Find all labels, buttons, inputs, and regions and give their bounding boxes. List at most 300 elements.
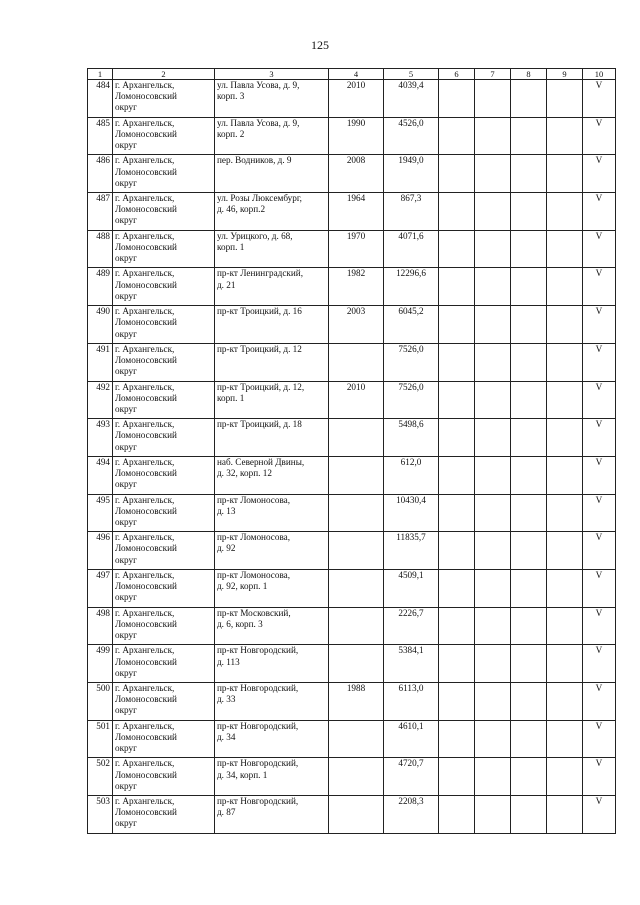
col6-cell	[439, 607, 475, 645]
area-cell: 5498,6	[384, 419, 439, 457]
mark-cell: V	[583, 607, 616, 645]
col9-cell	[547, 419, 583, 457]
year-cell: 2010	[329, 80, 384, 118]
address-line-2: д. 13	[217, 505, 236, 516]
location-okrug: округ	[115, 743, 137, 754]
col6-cell	[439, 645, 475, 683]
location-cell	[113, 645, 215, 683]
location-city: г. Архангельск,	[115, 193, 175, 204]
area-cell: 4071,6	[384, 230, 439, 268]
col9-cell	[547, 683, 583, 721]
col8-cell	[511, 456, 547, 494]
location-city: г. Архангельск,	[115, 80, 175, 90]
col6-cell	[439, 532, 475, 570]
area-cell: 2208,3	[384, 796, 439, 834]
col7-cell	[475, 758, 511, 796]
location-okrug: округ	[115, 554, 137, 565]
address-line-2: д. 34	[217, 731, 236, 742]
row-number-cell: 487	[88, 193, 113, 231]
location-city: г. Архангельск,	[115, 494, 175, 505]
mark-cell: V	[583, 80, 616, 118]
col6-cell	[439, 796, 475, 834]
col6-cell	[439, 117, 475, 155]
row-number-cell: 495	[88, 494, 113, 532]
location-cell	[113, 80, 215, 118]
location-cell	[113, 268, 215, 306]
col8-cell	[511, 230, 547, 268]
address-cell	[215, 569, 329, 607]
location-okrug: округ	[115, 780, 137, 791]
address-cell	[215, 381, 329, 419]
address-line-2: д. 21	[217, 279, 236, 290]
address-cell	[215, 193, 329, 231]
col6-cell	[439, 720, 475, 758]
col7-cell	[475, 419, 511, 457]
location-cell	[113, 569, 215, 607]
col6-cell	[439, 306, 475, 344]
location-okrug: округ	[115, 667, 137, 678]
location-city: г. Архангельск,	[115, 645, 175, 656]
col7-cell	[475, 117, 511, 155]
location-city: г. Архангельск,	[115, 720, 175, 731]
location-city: г. Архангельск,	[115, 796, 175, 807]
location-district: Ломоносовский	[115, 618, 177, 629]
address-line-1: пр-кт Троицкий, д. 12,	[217, 381, 305, 392]
row-number-cell: 488	[88, 230, 113, 268]
location-cell	[113, 306, 215, 344]
address-line-2: д. 46, корп.2	[217, 204, 266, 215]
col6-cell	[439, 193, 475, 231]
col7-cell	[475, 230, 511, 268]
area-cell: 12296,6	[384, 268, 439, 306]
location-cell	[113, 683, 215, 721]
col6-cell	[439, 381, 475, 419]
address-line-1: пр-кт Московский,	[217, 607, 291, 618]
area-cell: 4720,7	[384, 758, 439, 796]
location-okrug: округ	[115, 177, 137, 188]
location-okrug: округ	[115, 366, 137, 377]
row-number-cell: 497	[88, 569, 113, 607]
location-okrug: округ	[115, 290, 137, 301]
table-row	[88, 381, 616, 419]
col6-cell	[439, 569, 475, 607]
mark-cell: V	[583, 683, 616, 721]
year-cell: 2008	[329, 155, 384, 193]
location-district: Ломоносовский	[115, 392, 177, 403]
col9-cell	[547, 758, 583, 796]
address-line-1: ул. Урицкого, д. 68,	[217, 230, 293, 241]
year-cell: 2003	[329, 306, 384, 344]
location-city: г. Архангельск,	[115, 532, 175, 543]
area-cell: 6045,2	[384, 306, 439, 344]
location-city: г. Архангельск,	[115, 456, 175, 467]
location-district: Ломоносовский	[115, 128, 177, 139]
location-district: Ломоносовский	[115, 581, 177, 592]
table-row	[88, 230, 616, 268]
year-cell: 1982	[329, 268, 384, 306]
address-line-2: д. 113	[217, 656, 240, 667]
table-row	[88, 607, 616, 645]
row-number-cell: 503	[88, 796, 113, 834]
col9-cell	[547, 456, 583, 494]
address-line-2: д. 34, корп. 1	[217, 769, 268, 780]
col9-cell	[547, 230, 583, 268]
area-cell: 2226,7	[384, 607, 439, 645]
location-city: г. Архангельск,	[115, 381, 175, 392]
location-district: Ломоносовский	[115, 807, 177, 818]
mark-cell: V	[583, 268, 616, 306]
location-district: Ломоносовский	[115, 769, 177, 780]
col9-cell	[547, 268, 583, 306]
col7-cell	[475, 268, 511, 306]
address-line-1: пр-кт Ленинградский,	[217, 268, 304, 279]
address-line-1: ул. Павла Усова, д. 9,	[217, 80, 300, 90]
location-city: г. Архангельск,	[115, 117, 175, 128]
address-line-1: ул. Павла Усова, д. 9,	[217, 117, 300, 128]
mark-cell: V	[583, 569, 616, 607]
year-cell	[329, 645, 384, 683]
address-cell	[215, 230, 329, 268]
year-cell	[329, 569, 384, 607]
column-header: 9	[547, 69, 583, 80]
mark-cell: V	[583, 230, 616, 268]
location-cell	[113, 758, 215, 796]
col9-cell	[547, 569, 583, 607]
table-row	[88, 720, 616, 758]
table-row	[88, 419, 616, 457]
row-number-cell: 500	[88, 683, 113, 721]
address-line-1: пр-кт Новгородский,	[217, 683, 299, 693]
col9-cell	[547, 796, 583, 834]
area-cell: 10430,4	[384, 494, 439, 532]
col7-cell	[475, 796, 511, 834]
table-row	[88, 645, 616, 683]
row-number-cell: 502	[88, 758, 113, 796]
address-line-2: д. 92	[217, 543, 236, 554]
year-cell: 1988	[329, 683, 384, 721]
col9-cell	[547, 720, 583, 758]
col9-cell	[547, 381, 583, 419]
address-line-2: д. 6, корп. 3	[217, 618, 263, 629]
address-cell	[215, 494, 329, 532]
table-row	[88, 758, 616, 796]
year-cell	[329, 758, 384, 796]
address-cell	[215, 306, 329, 344]
location-district: Ломоносовский	[115, 430, 177, 441]
mark-cell: V	[583, 343, 616, 381]
col7-cell	[475, 80, 511, 118]
col7-cell	[475, 645, 511, 683]
address-line-1: пр-кт Новгородский,	[217, 758, 299, 769]
location-district: Ломоносовский	[115, 731, 177, 742]
col7-cell	[475, 607, 511, 645]
location-okrug: округ	[115, 705, 137, 716]
table-row	[88, 683, 616, 721]
col9-cell	[547, 645, 583, 683]
col7-cell	[475, 343, 511, 381]
address-line-1: пр-кт Ломоносова,	[217, 494, 291, 505]
location-cell	[113, 193, 215, 231]
location-district: Ломоносовский	[115, 543, 177, 554]
address-cell	[215, 456, 329, 494]
mark-cell: V	[583, 193, 616, 231]
table-row	[88, 532, 616, 570]
col8-cell	[511, 683, 547, 721]
location-district: Ломоносовский	[115, 505, 177, 516]
table-body	[88, 80, 616, 834]
col7-cell	[475, 494, 511, 532]
year-cell	[329, 343, 384, 381]
col8-cell	[511, 569, 547, 607]
location-city: г. Архангельск,	[115, 155, 175, 166]
row-number-cell: 491	[88, 343, 113, 381]
location-cell	[113, 381, 215, 419]
col9-cell	[547, 117, 583, 155]
year-cell: 1964	[329, 193, 384, 231]
table-row	[88, 494, 616, 532]
header-row	[88, 69, 616, 80]
mark-cell: V	[583, 306, 616, 344]
location-cell	[113, 419, 215, 457]
address-line-2: д. 87	[217, 807, 236, 818]
col8-cell	[511, 494, 547, 532]
table-row	[88, 155, 616, 193]
location-city: г. Архангельск,	[115, 419, 175, 430]
address-cell	[215, 645, 329, 683]
location-city: г. Архангельск,	[115, 683, 175, 693]
col8-cell	[511, 155, 547, 193]
address-line-1: пр-кт Новгородский,	[217, 796, 299, 807]
column-header: 5	[384, 69, 439, 80]
col8-cell	[511, 381, 547, 419]
mark-cell: V	[583, 532, 616, 570]
location-district: Ломоносовский	[115, 355, 177, 366]
address-cell	[215, 758, 329, 796]
mark-cell: V	[583, 117, 616, 155]
location-okrug: округ	[115, 403, 137, 414]
mark-cell: V	[583, 758, 616, 796]
address-line-1: ул. Розы Люксембург,	[217, 193, 302, 204]
mark-cell: V	[583, 494, 616, 532]
location-okrug: округ	[115, 516, 137, 527]
location-city: г. Архангельск,	[115, 343, 175, 354]
mark-cell: V	[583, 419, 616, 457]
address-cell	[215, 268, 329, 306]
row-number-cell: 489	[88, 268, 113, 306]
col7-cell	[475, 683, 511, 721]
location-okrug: округ	[115, 479, 137, 490]
column-header: 2	[113, 69, 215, 80]
location-city: г. Архангельск,	[115, 306, 175, 317]
col8-cell	[511, 117, 547, 155]
address-line-2: корп. 1	[217, 392, 245, 403]
address-cell	[215, 155, 329, 193]
col7-cell	[475, 193, 511, 231]
row-number-cell: 492	[88, 381, 113, 419]
location-city: г. Архангельск,	[115, 230, 175, 241]
table-row	[88, 569, 616, 607]
location-city: г. Архангельск,	[115, 758, 175, 769]
register-table	[87, 68, 616, 834]
column-header: 8	[511, 69, 547, 80]
location-okrug: округ	[115, 215, 137, 226]
year-cell	[329, 419, 384, 457]
location-city: г. Архангельск,	[115, 607, 175, 618]
row-number-cell: 484	[88, 80, 113, 118]
area-cell: 7526,0	[384, 343, 439, 381]
area-cell: 4610,1	[384, 720, 439, 758]
location-district: Ломоносовский	[115, 694, 177, 705]
year-cell	[329, 607, 384, 645]
table-row	[88, 117, 616, 155]
col8-cell	[511, 796, 547, 834]
area-cell: 867,3	[384, 193, 439, 231]
mark-cell: V	[583, 720, 616, 758]
location-okrug: округ	[115, 818, 137, 829]
address-line-2: д. 32, корп. 12	[217, 468, 272, 479]
year-cell: 1990	[329, 117, 384, 155]
address-line-2: д. 33	[217, 694, 236, 705]
col7-cell	[475, 532, 511, 570]
table-row	[88, 80, 616, 118]
location-city: г. Архангельск,	[115, 569, 175, 580]
location-district: Ломоносовский	[115, 204, 177, 215]
address-cell	[215, 532, 329, 570]
col7-cell	[475, 569, 511, 607]
location-okrug: округ	[115, 441, 137, 452]
year-cell: 1970	[329, 230, 384, 268]
col9-cell	[547, 80, 583, 118]
column-header: 6	[439, 69, 475, 80]
col6-cell	[439, 758, 475, 796]
table-row	[88, 268, 616, 306]
col9-cell	[547, 193, 583, 231]
row-number-cell: 498	[88, 607, 113, 645]
page-number: 125	[311, 38, 329, 52]
col9-cell	[547, 155, 583, 193]
address-line-1: пер. Водников, д. 9	[217, 155, 292, 166]
address-cell	[215, 607, 329, 645]
row-number-cell: 499	[88, 645, 113, 683]
address-cell	[215, 720, 329, 758]
col8-cell	[511, 80, 547, 118]
address-cell	[215, 343, 329, 381]
location-okrug: округ	[115, 253, 137, 264]
location-okrug: округ	[115, 140, 137, 151]
col7-cell	[475, 381, 511, 419]
col6-cell	[439, 268, 475, 306]
row-number-cell: 485	[88, 117, 113, 155]
year-cell	[329, 532, 384, 570]
address-cell	[215, 683, 329, 721]
address-cell	[215, 419, 329, 457]
column-header: 1	[88, 69, 113, 80]
address-line-2: корп. 3	[217, 91, 245, 102]
area-cell: 4509,1	[384, 569, 439, 607]
address-line-2: д. 92, корп. 1	[217, 581, 268, 592]
mark-cell: V	[583, 645, 616, 683]
col8-cell	[511, 343, 547, 381]
area-cell: 1949,0	[384, 155, 439, 193]
col6-cell	[439, 343, 475, 381]
col7-cell	[475, 456, 511, 494]
col6-cell	[439, 230, 475, 268]
col6-cell	[439, 683, 475, 721]
area-cell: 4526,0	[384, 117, 439, 155]
col6-cell	[439, 80, 475, 118]
address-line-1: наб. Северной Двины,	[217, 456, 305, 467]
column-header: 10	[583, 69, 616, 80]
row-number-cell: 493	[88, 419, 113, 457]
col8-cell	[511, 268, 547, 306]
location-cell	[113, 155, 215, 193]
col8-cell	[511, 758, 547, 796]
col9-cell	[547, 494, 583, 532]
area-cell: 7526,0	[384, 381, 439, 419]
address-line-1: пр-кт Троицкий, д. 12	[217, 343, 302, 354]
col9-cell	[547, 607, 583, 645]
table-row	[88, 456, 616, 494]
col7-cell	[475, 720, 511, 758]
location-district: Ломоносовский	[115, 166, 177, 177]
location-cell	[113, 494, 215, 532]
table-row	[88, 193, 616, 231]
address-line-1: пр-кт Троицкий, д. 16	[217, 306, 302, 317]
row-number-cell: 494	[88, 456, 113, 494]
year-cell	[329, 456, 384, 494]
col9-cell	[547, 306, 583, 344]
column-header: 7	[475, 69, 511, 80]
location-district: Ломоносовский	[115, 241, 177, 252]
location-district: Ломоносовский	[115, 317, 177, 328]
location-district: Ломоносовский	[115, 656, 177, 667]
row-number-cell: 486	[88, 155, 113, 193]
row-number-cell: 501	[88, 720, 113, 758]
col8-cell	[511, 306, 547, 344]
location-okrug: округ	[115, 328, 137, 339]
location-district: Ломоносовский	[115, 468, 177, 479]
area-cell: 11835,7	[384, 532, 439, 570]
mark-cell: V	[583, 381, 616, 419]
column-header: 4	[329, 69, 384, 80]
column-header: 3	[215, 69, 329, 80]
row-number-cell: 490	[88, 306, 113, 344]
table-row	[88, 343, 616, 381]
col6-cell	[439, 419, 475, 457]
address-cell	[215, 117, 329, 155]
mark-cell: V	[583, 456, 616, 494]
location-cell	[113, 532, 215, 570]
location-district: Ломоносовский	[115, 91, 177, 102]
location-city: г. Архангельск,	[115, 268, 175, 279]
col8-cell	[511, 645, 547, 683]
address-cell	[215, 80, 329, 118]
year-cell: 2010	[329, 381, 384, 419]
mark-cell: V	[583, 155, 616, 193]
col6-cell	[439, 155, 475, 193]
address-line-2: корп. 2	[217, 128, 245, 139]
col9-cell	[547, 532, 583, 570]
location-cell	[113, 117, 215, 155]
location-cell	[113, 796, 215, 834]
address-line-1: пр-кт Новгородский,	[217, 720, 299, 731]
location-cell	[113, 343, 215, 381]
location-okrug: округ	[115, 592, 137, 603]
location-okrug: округ	[115, 102, 137, 113]
address-line-1: пр-кт Новгородский,	[217, 645, 299, 656]
year-cell	[329, 494, 384, 532]
area-cell: 6113,0	[384, 683, 439, 721]
